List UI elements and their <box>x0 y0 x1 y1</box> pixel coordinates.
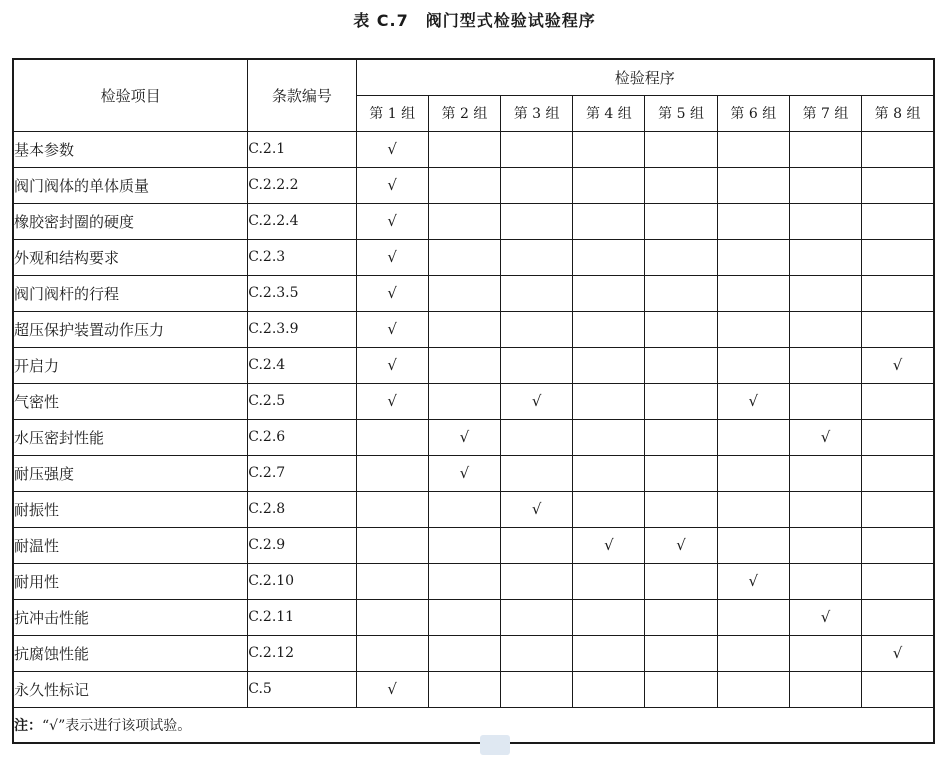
clause-number-cell: C.2.3.9 <box>248 311 356 347</box>
clause-number-cell: C.2.12 <box>248 635 356 671</box>
empty-cell <box>573 131 645 167</box>
empty-cell <box>717 239 789 275</box>
header-clause-number: 条款编号 <box>248 59 356 131</box>
empty-cell <box>573 275 645 311</box>
table-row <box>13 275 934 311</box>
inspection-item-cell: 外观和结构要求 <box>13 239 248 275</box>
clause-number-cell: C.2.3 <box>248 239 356 275</box>
check-mark-cell: √ <box>356 347 428 383</box>
empty-cell <box>428 383 500 419</box>
empty-cell <box>645 311 717 347</box>
empty-cell <box>789 527 861 563</box>
table-row <box>13 347 934 383</box>
empty-cell <box>573 455 645 491</box>
empty-cell <box>862 527 934 563</box>
inspection-item-cell: 气密性 <box>13 383 248 419</box>
check-mark-cell: √ <box>428 455 500 491</box>
clause-number-cell: C.2.6 <box>248 419 356 455</box>
empty-cell <box>717 167 789 203</box>
empty-cell <box>573 563 645 599</box>
empty-cell <box>501 635 573 671</box>
note-label: 注： <box>14 717 42 734</box>
check-mark-cell: √ <box>789 599 861 635</box>
empty-cell <box>717 347 789 383</box>
inspection-item-cell: 橡胶密封圈的硬度 <box>13 203 248 239</box>
clause-number-cell: C.2.10 <box>248 563 356 599</box>
header-group-6: 第 6 组 <box>717 95 789 131</box>
empty-cell <box>645 383 717 419</box>
table-row <box>13 311 934 347</box>
check-mark-cell: √ <box>356 383 428 419</box>
empty-cell <box>428 275 500 311</box>
table-row <box>13 563 934 599</box>
inspection-item-cell: 基本参数 <box>13 131 248 167</box>
empty-cell <box>573 383 645 419</box>
empty-cell <box>717 671 789 707</box>
empty-cell <box>789 383 861 419</box>
empty-cell <box>645 239 717 275</box>
empty-cell <box>645 455 717 491</box>
empty-cell <box>501 527 573 563</box>
empty-cell <box>501 167 573 203</box>
empty-cell <box>428 635 500 671</box>
clause-number-cell: C.2.7 <box>248 455 356 491</box>
empty-cell <box>356 455 428 491</box>
empty-cell <box>789 203 861 239</box>
header-group-3: 第 3 组 <box>501 95 573 131</box>
table-row <box>13 671 934 707</box>
empty-cell <box>501 239 573 275</box>
check-mark-cell: √ <box>356 167 428 203</box>
empty-cell <box>573 491 645 527</box>
empty-cell <box>717 203 789 239</box>
check-mark-cell: √ <box>501 383 573 419</box>
empty-cell <box>428 167 500 203</box>
check-mark-cell: √ <box>356 239 428 275</box>
empty-cell <box>573 599 645 635</box>
empty-cell <box>789 167 861 203</box>
empty-cell <box>428 203 500 239</box>
empty-cell <box>862 275 934 311</box>
clause-number-cell: C.2.4 <box>248 347 356 383</box>
empty-cell <box>428 347 500 383</box>
table-row <box>13 167 934 203</box>
clause-number-cell: C.2.2.2 <box>248 167 356 203</box>
empty-cell <box>645 419 717 455</box>
empty-cell <box>501 131 573 167</box>
empty-cell <box>862 203 934 239</box>
inspection-item-cell: 耐压强度 <box>13 455 248 491</box>
empty-cell <box>862 383 934 419</box>
empty-cell <box>862 131 934 167</box>
inspection-item-cell: 开启力 <box>13 347 248 383</box>
empty-cell <box>645 491 717 527</box>
empty-cell <box>789 311 861 347</box>
empty-cell <box>717 311 789 347</box>
check-mark-cell: √ <box>789 419 861 455</box>
clause-number-cell: C.2.5 <box>248 383 356 419</box>
empty-cell <box>862 671 934 707</box>
check-mark-cell: √ <box>862 635 934 671</box>
empty-cell <box>428 131 500 167</box>
check-mark-cell: √ <box>717 383 789 419</box>
clause-number-cell: C.5 <box>248 671 356 707</box>
check-mark-cell: √ <box>573 527 645 563</box>
clause-number-cell: C.2.8 <box>248 491 356 527</box>
empty-cell <box>862 563 934 599</box>
empty-cell <box>717 455 789 491</box>
empty-cell <box>862 599 934 635</box>
empty-cell <box>356 563 428 599</box>
empty-cell <box>717 131 789 167</box>
empty-cell <box>645 635 717 671</box>
empty-cell <box>573 311 645 347</box>
empty-cell <box>356 635 428 671</box>
empty-cell <box>717 275 789 311</box>
clause-number-cell: C.2.9 <box>248 527 356 563</box>
check-mark-cell: √ <box>356 203 428 239</box>
note-text: “√”表示进行该项试验。 <box>42 717 192 734</box>
header-group-4: 第 4 组 <box>573 95 645 131</box>
table-row <box>13 527 934 563</box>
empty-cell <box>501 203 573 239</box>
empty-cell <box>573 635 645 671</box>
empty-cell <box>501 311 573 347</box>
empty-cell <box>501 419 573 455</box>
table-note <box>13 707 934 743</box>
table-title: 表 C.7 阀门型式检验试验程序 <box>353 11 596 30</box>
table-row <box>13 635 934 671</box>
empty-cell <box>645 131 717 167</box>
inspection-item-cell: 耐用性 <box>13 563 248 599</box>
empty-cell <box>501 455 573 491</box>
empty-cell <box>501 599 573 635</box>
header-group-8: 第 8 组 <box>862 95 934 131</box>
empty-cell <box>717 599 789 635</box>
check-mark-cell: √ <box>356 275 428 311</box>
empty-cell <box>862 239 934 275</box>
table-row <box>13 455 934 491</box>
empty-cell <box>356 599 428 635</box>
empty-cell <box>573 671 645 707</box>
empty-cell <box>428 491 500 527</box>
empty-cell <box>645 563 717 599</box>
empty-cell <box>862 167 934 203</box>
inspection-item-cell: 抗腐蚀性能 <box>13 635 248 671</box>
clause-number-cell: C.2.11 <box>248 599 356 635</box>
clause-number-cell: C.2.1 <box>248 131 356 167</box>
inspection-item-cell: 永久性标记 <box>13 671 248 707</box>
empty-cell <box>428 563 500 599</box>
empty-cell <box>862 311 934 347</box>
inspection-item-cell: 耐振性 <box>13 491 248 527</box>
check-mark-cell: √ <box>717 563 789 599</box>
check-mark-cell: √ <box>645 527 717 563</box>
empty-cell <box>645 347 717 383</box>
empty-cell <box>645 167 717 203</box>
empty-cell <box>789 239 861 275</box>
table-row <box>13 419 934 455</box>
empty-cell <box>428 239 500 275</box>
empty-cell <box>789 347 861 383</box>
empty-cell <box>789 455 861 491</box>
clause-number-cell: C.2.3.5 <box>248 275 356 311</box>
inspection-item-cell: 耐温性 <box>13 527 248 563</box>
inspection-item-cell: 水压密封性能 <box>13 419 248 455</box>
header-inspection-item: 检验项目 <box>13 59 248 131</box>
header-group-2: 第 2 组 <box>428 95 500 131</box>
watermark-logo <box>480 735 510 755</box>
header-inspection-sequence: 检验程序 <box>356 59 934 95</box>
check-mark-cell: √ <box>501 491 573 527</box>
check-mark-cell: √ <box>862 347 934 383</box>
inspection-item-cell: 抗冲击性能 <box>13 599 248 635</box>
header-group-5: 第 5 组 <box>645 95 717 131</box>
empty-cell <box>645 275 717 311</box>
empty-cell <box>645 599 717 635</box>
table-row <box>13 203 934 239</box>
empty-cell <box>428 311 500 347</box>
empty-cell <box>356 419 428 455</box>
table-body <box>13 131 934 707</box>
empty-cell <box>573 239 645 275</box>
check-mark-cell: √ <box>356 311 428 347</box>
empty-cell <box>501 275 573 311</box>
empty-cell <box>501 563 573 599</box>
empty-cell <box>645 671 717 707</box>
empty-cell <box>862 491 934 527</box>
empty-cell <box>862 455 934 491</box>
empty-cell <box>717 491 789 527</box>
check-mark-cell: √ <box>356 671 428 707</box>
empty-cell <box>428 671 500 707</box>
check-mark-cell: √ <box>428 419 500 455</box>
empty-cell <box>789 275 861 311</box>
table-row <box>13 239 934 275</box>
empty-cell <box>428 527 500 563</box>
inspection-item-cell: 阀门阀体的单体质量 <box>13 167 248 203</box>
empty-cell <box>573 167 645 203</box>
table-row <box>13 491 934 527</box>
empty-cell <box>717 527 789 563</box>
empty-cell <box>573 203 645 239</box>
inspection-item-cell: 阀门阀杆的行程 <box>13 275 248 311</box>
empty-cell <box>428 599 500 635</box>
table-row <box>13 131 934 167</box>
empty-cell <box>789 491 861 527</box>
empty-cell <box>501 671 573 707</box>
empty-cell <box>717 635 789 671</box>
clause-number-cell: C.2.2.4 <box>248 203 356 239</box>
inspection-item-cell: 超压保护装置动作压力 <box>13 311 248 347</box>
table-row <box>13 599 934 635</box>
table-row <box>13 383 934 419</box>
empty-cell <box>645 203 717 239</box>
empty-cell <box>789 635 861 671</box>
empty-cell <box>789 563 861 599</box>
empty-cell <box>573 347 645 383</box>
table-header <box>13 59 934 131</box>
empty-cell <box>789 671 861 707</box>
empty-cell <box>789 131 861 167</box>
empty-cell <box>862 419 934 455</box>
header-group-7: 第 7 组 <box>789 95 861 131</box>
empty-cell <box>501 347 573 383</box>
inspection-sequence-table <box>12 58 935 744</box>
empty-cell <box>717 419 789 455</box>
check-mark-cell: √ <box>356 131 428 167</box>
empty-cell <box>573 419 645 455</box>
header-group-1: 第 1 组 <box>356 95 428 131</box>
empty-cell <box>356 491 428 527</box>
empty-cell <box>356 527 428 563</box>
